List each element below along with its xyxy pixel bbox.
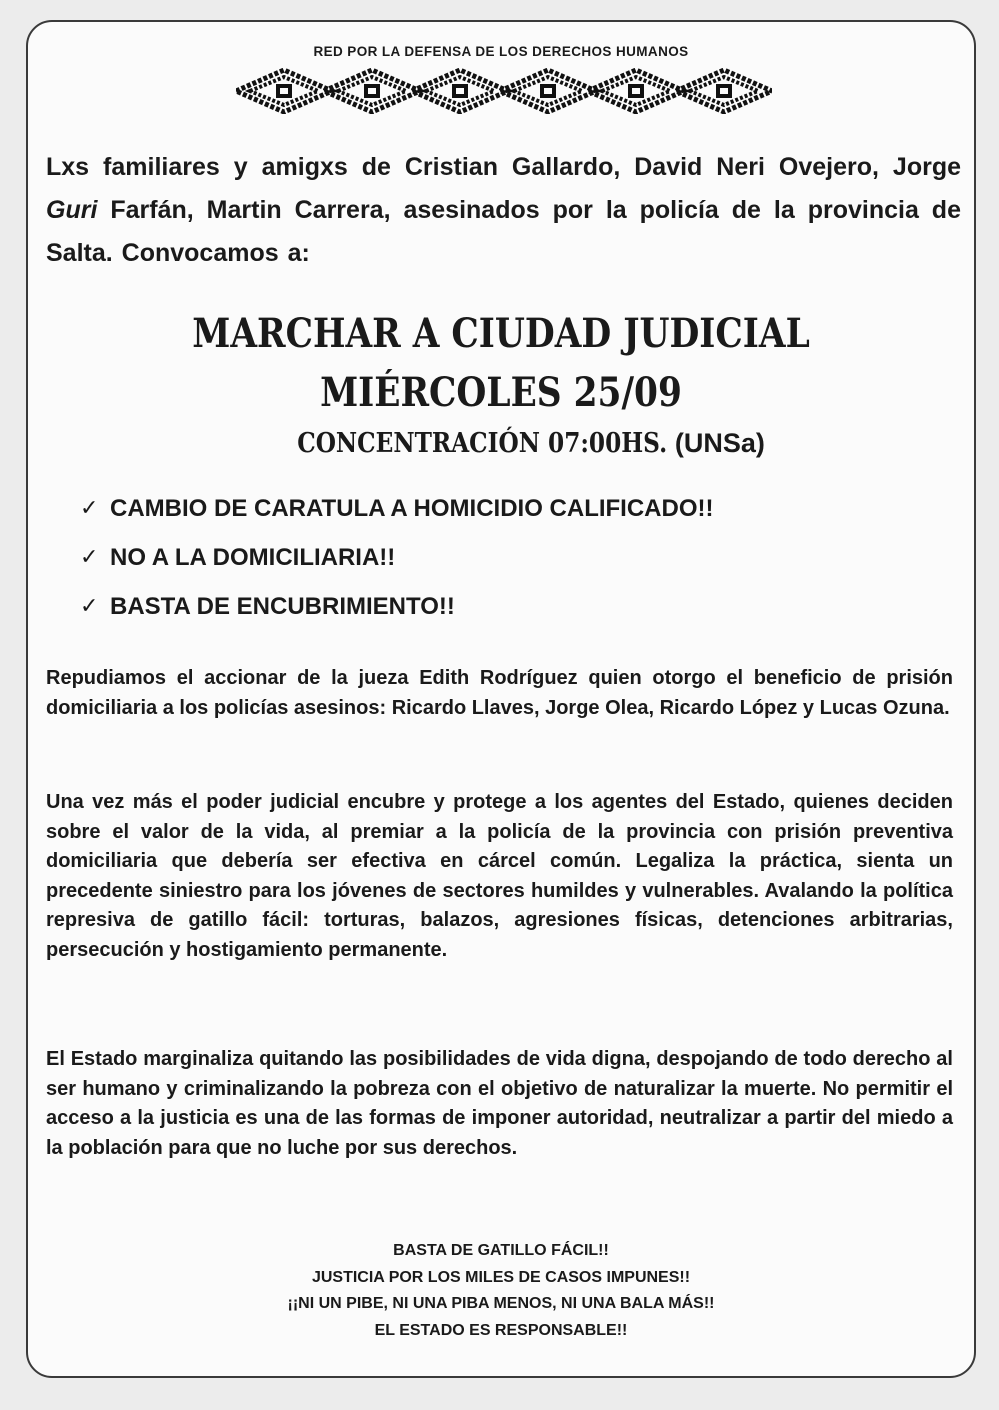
paragraph-judicial-power: Una vez más el poder judicial encubre y protege a los agentes del Estado, quienes deciden sobre el valor de la vida, al premiar a la policía de la provincia con prisión preventiva domiciliaria que debería ser efectiva en cárcel común. Legaliza la práctica, sienta un precedente siniestro para los jóvenes de sectores humildes y vulnerables. Avalando la política represiva de gatillo fácil: torturas, balazos, agresiones físicas, detenciones arbitrarias, persecución y hostigamiento permanente.: [46, 791, 953, 961]
demand-text: BASTA DE ENCUBRIMIENTO!!: [110, 592, 455, 620]
demand-item: [80, 484, 714, 533]
slogan-line: JUSTICIA POR LOS MILES DE CASOS IMPUNES!!: [311, 1268, 691, 1286]
intro-paragraph: [46, 146, 961, 275]
slogan-line: EL ESTADO ES RESPONSABLE!!: [374, 1321, 628, 1339]
closing-slogans: [28, 1238, 974, 1344]
headline-march: MARCHAR A CIUDAD JUDICIAL: [192, 310, 810, 357]
demand-text: NO A LA DOMICILIARIA!!: [110, 543, 396, 571]
intro-text-1: Lxs familiares y amigxs de Cristian Gallardo, David Neri Ovejero, Jorge: [46, 153, 961, 181]
demand-text: CAMBIO DE CARATULA A HOMICIDIO CALIFICADO!!: [110, 494, 714, 522]
check-icon: ✓: [80, 545, 99, 570]
gathering-time: CONCENTRACIÓN 07:00HS.: [297, 428, 668, 459]
flyer-page: [26, 20, 976, 1378]
demand-list: [80, 484, 714, 631]
check-icon: ✓: [80, 496, 99, 521]
slogan-line: BASTA DE GATILLO FÁCIL!!: [393, 1242, 609, 1259]
gathering-location: (UNSa): [667, 428, 765, 458]
intro-nickname: Guri: [46, 196, 98, 224]
slogan-line: ¡¡NI UN PIBE, NI UNA PIBA MENOS, NI UNA BALA MÁS!!: [287, 1295, 715, 1312]
gathering-line: [28, 428, 974, 459]
paragraph-state: El Estado marginaliza quitando las posibilidades de vida digna, despojando de todo derecho al ser humano y criminalizando la pobreza con el objetivo de naturalizar la muerte. No permitir el acceso a la justicia es una de las formas de imponer autoridad, neutralizar a partir del miedo a la población para que no luche por sus derechos.: [46, 1048, 953, 1159]
demand-item: [80, 533, 714, 582]
woven-pattern-icon: [236, 68, 772, 114]
headline-date: MIÉRCOLES 25/09: [320, 369, 682, 416]
organization-name: RED POR LA DEFENSA DE LOS DERECHOS HUMANOS: [313, 44, 689, 59]
demand-item: [80, 582, 714, 631]
check-icon: ✓: [80, 594, 99, 619]
paragraph-repudiation: Repudiamos el accionar de la jueza Edith Rodríguez quien otorgo el beneficio de prisión domiciliaria a los policías asesinos: Ricardo Llaves, Jorge Olea, Ricardo López y Lucas Ozuna.: [46, 667, 953, 719]
intro-text-2: Farfán, Martin Carrera, asesinados por la policía de la provincia de Salta. Convocamos a:: [46, 196, 961, 267]
